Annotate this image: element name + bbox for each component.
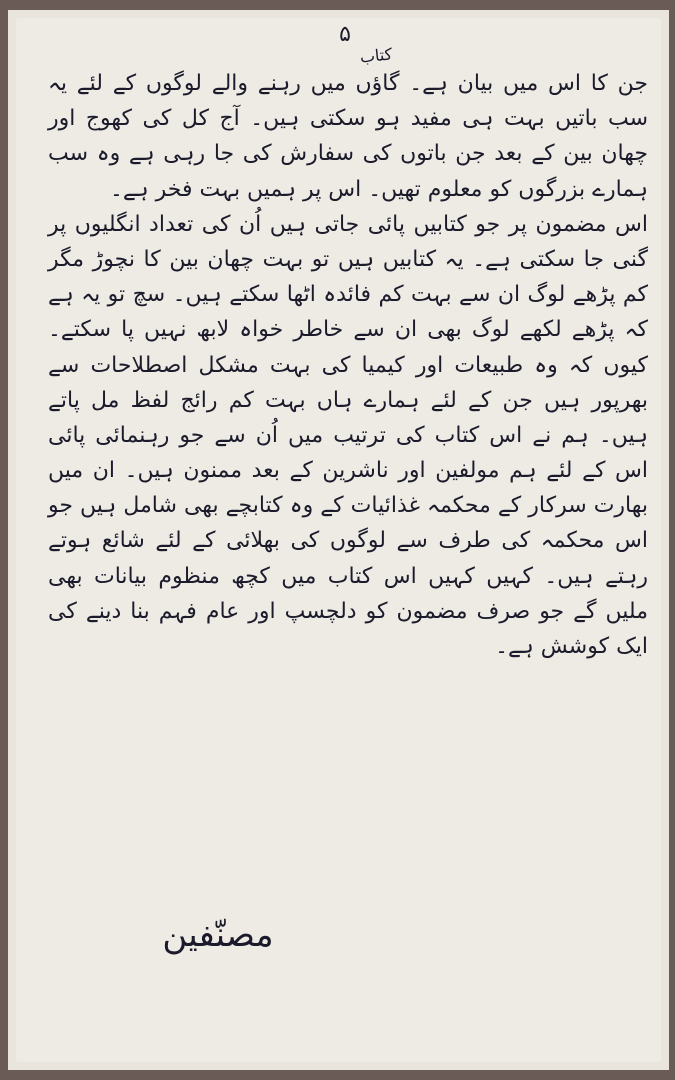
paragraph-2: اس مضمون پر جو کتابیں پائی جاتی ہیں اُن کی تعداد انگلیوں پر گنی جا سکتی ہے۔ یہ کتابیں ہیں تو بہت چھان بین کا نچوڑ مگر کم پڑھے لوگ ان سے بہت کم فائدہ اٹھا سکتے ہیں۔ سچ تو یہ ہے کہ پڑھے لکھے لوگ بھی ان سے خاطر خواہ لابھ نہیں پا سکتے۔ کیوں کہ وہ طبیعات اور کیمیا کی بہت مشکل اصطلاحات سے بھرپور ہیں جن کے لئے ہمارے ہاں بہت کم رائج لفظ مل پاتے ہیں۔ ہم نے اس کتاب کی ترتیب میں اُن سے جو رہنمائی پائی اس کے لئے ہم مولفین اور ناشرین کے بعد ممنون ہیں۔ ان میں بھارت سرکار کے محکمہ غذائیات کے وہ کتابچے بھی شامل ہیں جو اس محکمہ کی طرف سے لوگوں کی بھلائی کے لئے شائع ہوتے رہتے ہیں۔ کہیں کہیں اس کتاب میں کچھ منظوم بیانات بھی ملیں گے جو صرف مضمون کو دلچسپ اور عام فہم بنا دینے کی ایک کوشش ہے۔ bbox=[48, 211, 648, 659]
body-text bbox=[48, 66, 648, 664]
page-number: ۵ bbox=[339, 22, 351, 47]
handwritten-insertion: کتاب bbox=[358, 44, 394, 67]
paragraph-1: جن کا اس میں بیان ہے۔ گاؤں میں رہنے والے لوگوں کے لئے یہ سب باتیں بہت ہی مفید ہو سکتی ہیں۔ آج کل کی کھوج اور چھان بین کے بعد جن باتوں کی سفارش کی جا رہی ہے وہ سب ہمارے بزرگوں کو معلوم تھیں۔ اس پر ہمیں بہت فخر ہے۔ bbox=[48, 71, 648, 202]
author-signature: مصنّفین bbox=[162, 915, 274, 955]
